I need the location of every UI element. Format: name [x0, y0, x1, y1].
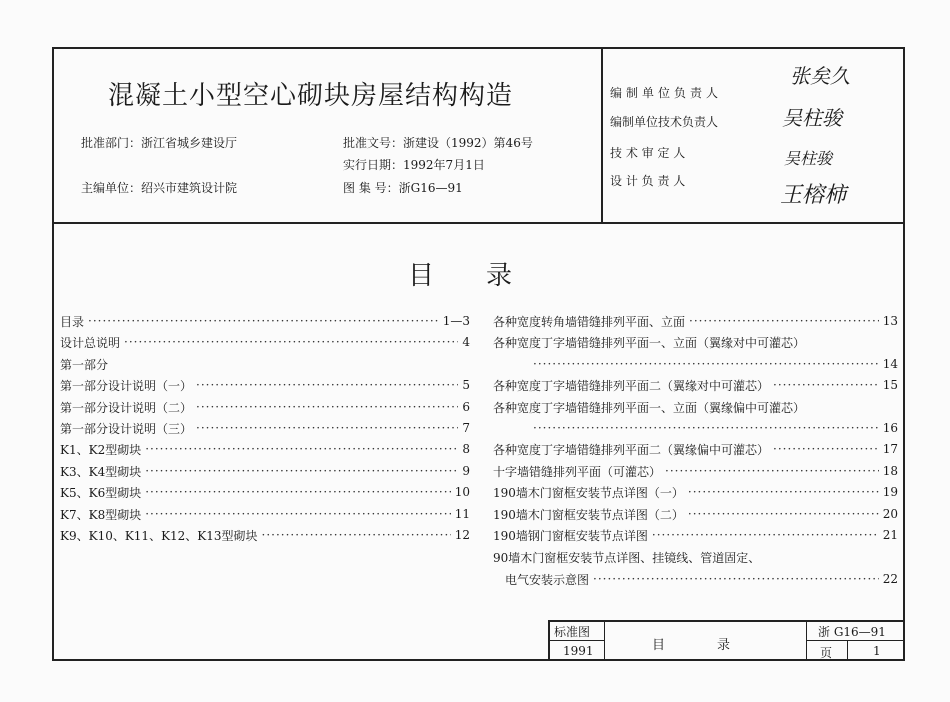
approval-dept-label: 批准部门：	[81, 136, 142, 150]
toc-item: 设计总说明 ····· 4	[60, 333, 470, 351]
toc-item: K1、K2型砌块 ····· 8	[60, 440, 470, 458]
toc-item: 第一部分设计说明（一） ····· 5	[60, 376, 470, 394]
atlas-no-value: 浙G16—91	[398, 181, 463, 195]
title-block-page-label: 页	[820, 646, 833, 660]
signature-2: 吴柱骏	[782, 106, 842, 130]
chief-unit	[81, 179, 237, 196]
title-block-page-no: 1	[873, 644, 881, 658]
effective-date-value: 1992年7月1日	[403, 158, 485, 172]
toc-item: 各种宽度丁字墙错缝排列平面一、立面（翼缘偏中可灌芯）	[493, 400, 806, 415]
toc-item: 各种宽度丁字墙错缝排列平面二（翼缘对中可灌芯） ····· 15	[493, 376, 898, 394]
toc-item: 目录 ····· 1—3	[60, 312, 470, 330]
toc-item-continued: ····· 16	[529, 419, 898, 437]
toc-section-heading: 第一部分	[60, 357, 109, 372]
approval-dept-value: 浙江省城乡建设厅	[141, 136, 238, 150]
signature-4: 王榕柿	[780, 183, 847, 208]
std-year: 1991	[563, 644, 594, 658]
signature-3: 吴柱骏	[784, 149, 833, 168]
chief-unit-value: 绍兴市建筑设计院	[141, 181, 238, 195]
title-block-divider	[847, 640, 848, 661]
role-technical-reviewer: 技 术 审 定 人	[610, 146, 686, 160]
std-label: 标准图	[554, 625, 591, 639]
effective-date	[343, 156, 485, 173]
approval-no	[343, 134, 533, 151]
header-vdivider	[601, 47, 603, 223]
effective-date-label: 实行日期：	[343, 158, 404, 172]
toc-item: 十字墙错缝排列平面（可灌芯） ····· 18	[493, 462, 898, 480]
toc-item: 各种宽度转角墙错缝排列平面、立面 ····· 13	[493, 312, 898, 330]
toc-item: K7、K8型砌块 ····· 11	[60, 505, 470, 523]
signature-1: 张矣久	[790, 64, 850, 88]
title-block-atlas-no: 浙 G16—91	[818, 625, 886, 639]
title-block-divider	[604, 620, 605, 661]
toc-item: 各种宽度丁字墙错缝排列平面二（翼缘偏中可灌芯） ····· 17	[493, 440, 898, 458]
toc-title: 目 录	[408, 261, 513, 291]
role-design-head: 设 计 负 责 人	[610, 174, 686, 188]
atlas-no-label: 图 集 号：	[343, 181, 399, 195]
toc-item: 190墙钢门窗框安装节点详图 ····· 21	[493, 526, 898, 544]
toc-item: 第一部分设计说明（三） ····· 7	[60, 419, 470, 437]
role-compiling-unit-head: 编制单位负责人	[610, 86, 723, 100]
approval-dept	[81, 134, 237, 151]
toc-item-continued: ····· 14	[529, 355, 898, 373]
title-block-divider	[548, 640, 604, 641]
toc-item: 各种宽度丁字墙错缝排列平面一、立面（翼缘对中可灌芯）	[493, 335, 806, 350]
role-technical-head: 编制单位技术负责人	[610, 115, 719, 129]
toc-item: 90墙木门窗框安装节点详图、挂镜线、管道固定、	[493, 550, 761, 565]
toc-item: 190墙木门窗框安装节点详图（二） ····· 20	[493, 505, 898, 523]
approval-no-value: 浙建设（1992）第46号	[403, 136, 533, 150]
toc-item: K5、K6型砌块 ····· 10	[60, 483, 470, 501]
chief-unit-label: 主编单位：	[81, 181, 142, 195]
toc-item: K9、K10、K11、K12、K13型砌块 ····· 12	[60, 526, 470, 544]
toc-item: K3、K4型砌块 ····· 9	[60, 462, 470, 480]
approval-no-label: 批准文号：	[343, 136, 404, 150]
toc-item-continued: 电气安装示意图 ····· 22	[505, 570, 898, 588]
atlas-no	[343, 179, 463, 196]
toc-item: 190墙木门窗框安装节点详图（一） ····· 19	[493, 483, 898, 501]
toc-item: 第一部分设计说明（二） ····· 6	[60, 398, 470, 416]
header-divider	[52, 222, 905, 224]
page-title: 混凝土小型空心砌块房屋结构构造	[108, 81, 514, 111]
title-block-name: 目 录	[652, 638, 731, 653]
title-block-divider	[806, 640, 905, 641]
